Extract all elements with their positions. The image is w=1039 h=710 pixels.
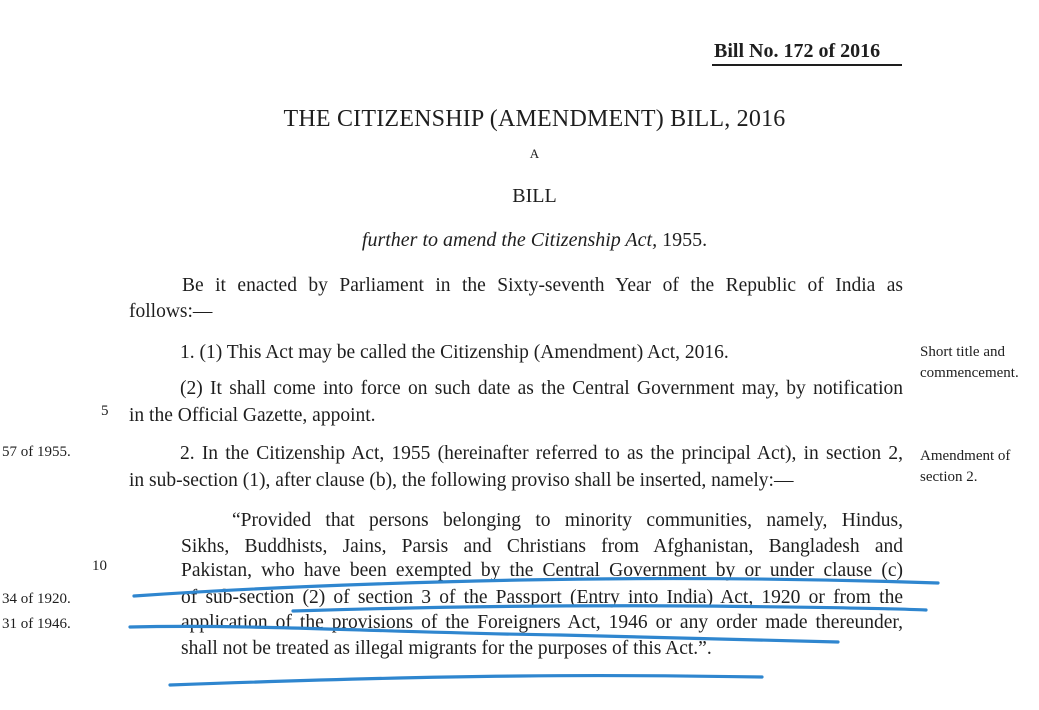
left-ref-34-of-1920: 34 of 1920.	[2, 591, 71, 607]
section-1-line-1: 1. (1) This Act may be called the Citizenship (Amendment) Act, 2016.	[180, 342, 729, 363]
proviso-line-2-text: Sikhs, Buddhists, Jains, Parsis and Christians from Afghanistan, Bangladesh and	[181, 536, 903, 557]
line-number-10: 10	[92, 558, 107, 574]
pen-underline-1	[134, 579, 938, 596]
article-a: A	[529, 146, 540, 161]
left-ref-57-of-1955: 57 of 1955.	[2, 444, 71, 460]
proviso-line-3-text: Pakistan, who have been exempted by the Central Government by or under clause (c)	[181, 560, 903, 581]
proviso-line-4-text: of sub-section (2) of section 3 of the Passport (Entry into India) Act, 1920 or from the	[181, 587, 903, 608]
margin-note-short-title: Short title and commencement.	[920, 344, 1019, 381]
long-title-italic: further to amend the Citizenship Act,	[361, 229, 658, 251]
margin-note-amendment: Amendment of section 2.	[920, 448, 1011, 485]
section-1-line-3: in the Official Gazette, appoint.	[129, 405, 376, 426]
pen-underline-3	[130, 626, 838, 642]
pen-underline-2	[293, 606, 926, 611]
bill-word: BILL	[512, 185, 557, 207]
pen-underline-4	[170, 676, 762, 685]
left-ref-31-of-1946: 31 of 1946.	[2, 616, 71, 632]
section-1-line-2-text: (2) It shall come into force on such date as the Central Government may, by notification	[180, 378, 903, 399]
section-2-line-2: in sub-section (1), after clause (b), the following proviso shall be inserted, namely:—	[129, 470, 794, 491]
enacting-line-1-text: Be it enacted by Parliament in the Sixty-seventh Year of the Republic of India as	[182, 275, 903, 296]
proviso-line-6: shall not be treated as illegal migrants for the purposes of this Act.”.	[181, 638, 712, 659]
enacting-line-2: follows:—	[129, 301, 213, 322]
bill-title: THE CITIZENSHIP (AMENDMENT) BILL, 2016	[283, 106, 786, 132]
section-2-line-1-text: 2. In the Citizenship Act, 1955 (hereinafter referred to as the principal Act), in section 2,	[180, 443, 903, 464]
proviso-line-1-text: “Provided that persons belonging to minority communities, namely, Hindus,	[232, 510, 903, 531]
long-title-year: 1955.	[657, 229, 708, 251]
bill-number: Bill No. 172 of 2016	[714, 40, 881, 62]
line-number-5: 5	[101, 403, 109, 419]
proviso-line-5-text: application of the provisions of the Foreigners Act, 1946 or any order made thereunder,	[181, 612, 903, 633]
